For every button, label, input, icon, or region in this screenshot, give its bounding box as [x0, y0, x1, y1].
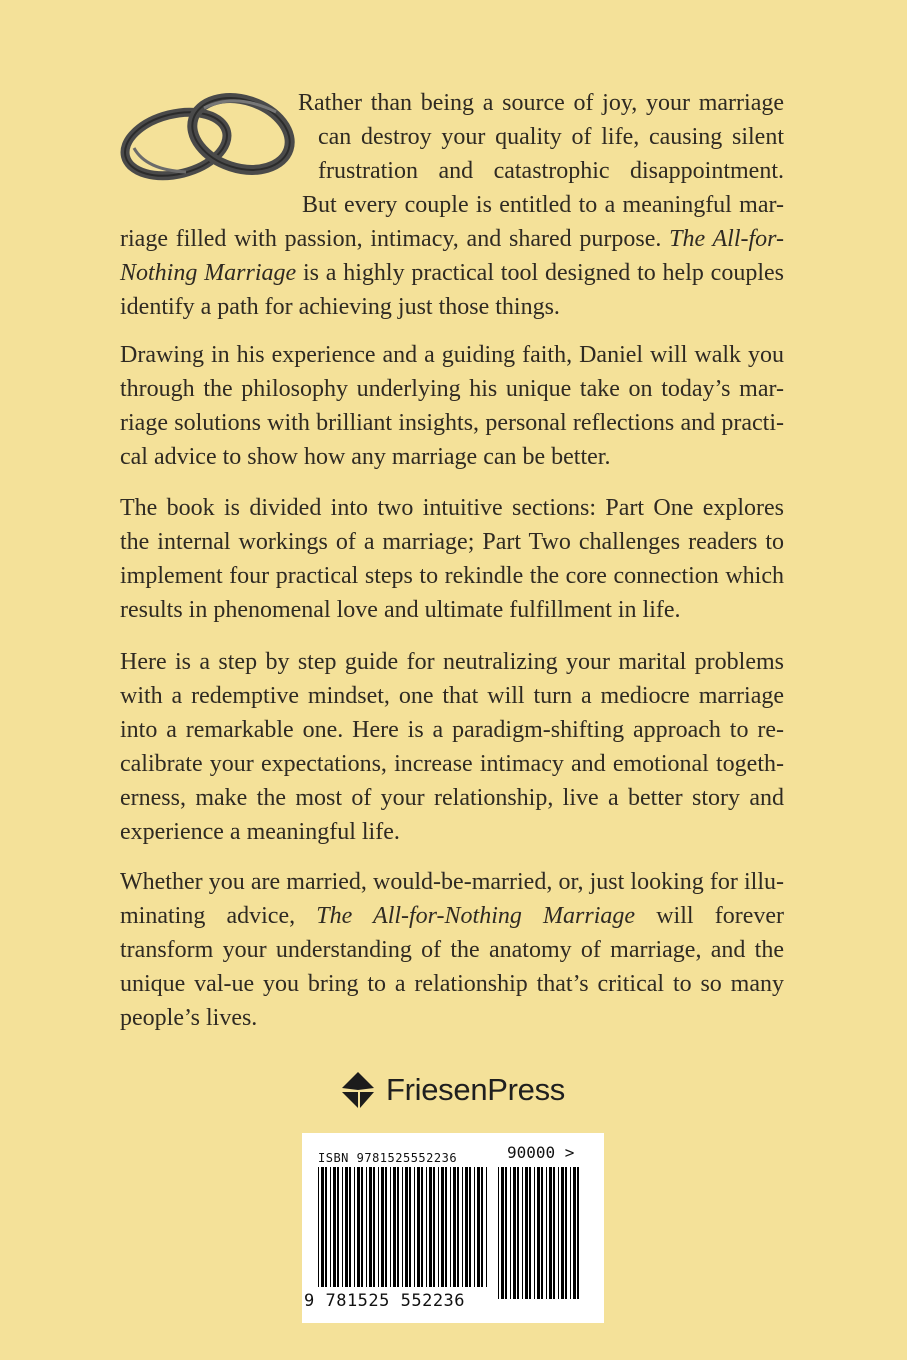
barcode-bar — [414, 1167, 415, 1287]
barcode-bar — [342, 1167, 343, 1287]
barcode-bar — [522, 1167, 523, 1299]
barcode-bar — [325, 1167, 327, 1287]
barcode-bar — [501, 1167, 504, 1299]
barcode-bar — [570, 1167, 571, 1299]
intro-line-5 — [120, 222, 784, 256]
barcode-bar — [318, 1167, 319, 1287]
book-title-part-2: Nothing Marriage — [120, 260, 297, 286]
barcode-bar — [529, 1167, 531, 1299]
barcode-bar — [378, 1167, 379, 1287]
paragraph-intro — [120, 86, 784, 324]
barcode-bar — [345, 1167, 348, 1287]
barcode-bar — [477, 1167, 480, 1287]
barcode-bar — [481, 1167, 483, 1287]
barcode-bar — [469, 1167, 471, 1287]
barcode-bar — [421, 1167, 423, 1287]
barcode-bar — [457, 1167, 459, 1287]
friesenpress-logo-icon — [340, 1070, 376, 1110]
barcode-bar — [354, 1167, 355, 1287]
barcode-bar — [397, 1167, 399, 1287]
ean-digits: 9 781525 552236 — [304, 1291, 466, 1311]
barcode-bar — [553, 1167, 555, 1299]
barcode-bar — [349, 1167, 351, 1287]
barcode-bar — [517, 1167, 519, 1299]
barcode-bar — [438, 1167, 439, 1287]
intro-line-3: frustration and catastrophic disappointment. — [318, 158, 784, 184]
intro-line-6-text: is a highly practical tool designed to help couples — [296, 260, 784, 286]
closing-text-after: will forever transform your understanding of the anatomy of marriage, and the unique val-ue you bring to a relationship that’s critical to so many people’s lives. — [120, 903, 784, 1031]
barcode-bar — [505, 1167, 507, 1299]
barcode-bar — [525, 1167, 528, 1299]
barcode-bar — [357, 1167, 360, 1287]
barcode-bar — [429, 1167, 432, 1287]
barcode-bar — [409, 1167, 411, 1287]
barcode-bar — [405, 1167, 408, 1287]
closing-text-before: Whether you are married, would-be-married, or, just looking for illu-minating advice, — [120, 869, 784, 929]
barcode-bar — [450, 1167, 451, 1287]
barcode-bar — [486, 1167, 487, 1287]
paragraph-philosophy: Drawing in his experience and a guiding faith, Daniel will walk you through the philosophy underlying his unique take on today’s mar-riage solutions with brilliant insights, personal reflections and practi-cal advice to show how any marriage can be better. — [120, 342, 784, 470]
barcode-bar — [513, 1167, 516, 1299]
barcode-bar — [573, 1167, 576, 1299]
barcode-bar — [546, 1167, 547, 1299]
barcode-bar — [558, 1167, 559, 1299]
ean-barcode-bars — [318, 1167, 490, 1287]
intro-line-5-text: riage filled with passion, intimacy, and shared purpose. — [120, 226, 662, 252]
isbn-label: ISBN 9781525552236 — [318, 1151, 458, 1165]
barcode-bar — [510, 1167, 511, 1299]
barcode-bar — [337, 1167, 339, 1287]
intro-line-6 — [120, 256, 784, 290]
barcode-bar — [385, 1167, 387, 1287]
paragraph-sections: The book is divided into two intuitive sections: Part One explores the internal workings of a marriage; Part Two challenges readers to implement four practical steps to rekindle the core connection which results in phenomenal love and ultimate fulfillment in life. — [120, 495, 784, 623]
intro-line-1: Rather than being a source of joy, your marriage — [298, 90, 784, 116]
barcode-bar — [465, 1167, 468, 1287]
barcode-bar — [330, 1167, 331, 1287]
barcode-bar — [366, 1167, 367, 1287]
barcode-bar — [445, 1167, 447, 1287]
barcode-bar — [537, 1167, 540, 1299]
intro-line-7: identify a path for achieving just those things. — [120, 294, 560, 320]
barcode-bar — [565, 1167, 567, 1299]
barcode-bar — [541, 1167, 543, 1299]
book-title-part-1: The All-for- — [669, 226, 785, 252]
barcode-bar — [393, 1167, 396, 1287]
addon-barcode-bars — [498, 1167, 580, 1299]
barcode-bar — [453, 1167, 456, 1287]
barcode-bar — [462, 1167, 463, 1287]
barcode-bar — [549, 1167, 552, 1299]
barcode-bar — [369, 1167, 372, 1287]
publisher-logo — [340, 1070, 565, 1110]
barcode-bar — [441, 1167, 444, 1287]
paragraph-guide: Here is a step by step guide for neutralizing your marital problems with a redemptive mindset, one that will turn a mediocre marriage into a remarkable one. Here is a paradigm-shifting approach to re-calibrate your expectations, increase intimacy and emotional togeth-erness, make the most of your relationship, live a better story and experience a meaningful life. — [120, 649, 784, 845]
barcode-bar — [498, 1167, 499, 1299]
barcode-bar — [373, 1167, 375, 1287]
barcode-bar — [381, 1167, 384, 1287]
book-title: The All-for-Nothing Marriage — [316, 903, 636, 929]
barcode-bar — [417, 1167, 420, 1287]
barcode-bar — [333, 1167, 336, 1287]
barcode-bar — [361, 1167, 363, 1287]
barcode-bar — [433, 1167, 435, 1287]
barcode-bar — [321, 1167, 324, 1287]
intro-line-4: But every couple is entitled to a meaningful mar- — [302, 192, 784, 218]
barcode-bar — [534, 1167, 535, 1299]
paragraph-closing — [120, 865, 784, 1035]
price-code: 90000 > — [507, 1143, 575, 1162]
barcode-bar — [390, 1167, 391, 1287]
barcode — [302, 1133, 604, 1323]
barcode-bar — [561, 1167, 564, 1299]
barcode-bar — [577, 1167, 579, 1299]
barcode-bar — [426, 1167, 427, 1287]
publisher-name: FriesenPress — [386, 1072, 566, 1107]
intro-line-2: can destroy your quality of life, causing silent — [318, 124, 784, 150]
barcode-bar — [474, 1167, 475, 1287]
barcode-bar — [402, 1167, 403, 1287]
